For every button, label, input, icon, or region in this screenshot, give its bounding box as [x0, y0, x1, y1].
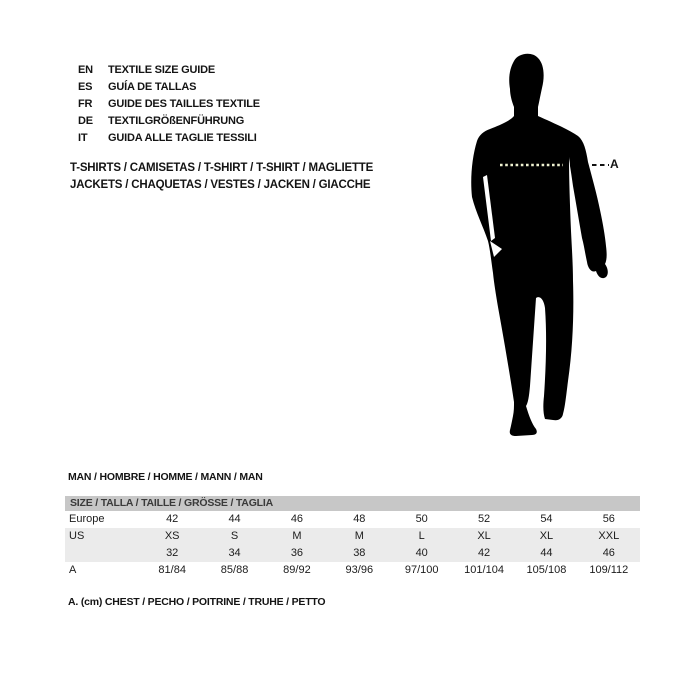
size-table-row-europe — [65, 511, 640, 528]
size-cell: 48 — [353, 513, 366, 525]
language-label: TEXTILE SIZE GUIDE — [108, 64, 216, 76]
man-silhouette-svg — [430, 45, 630, 445]
size-table-header: SIZE / TALLA / TAILLE / GRÖSSE / TAGLIA — [65, 496, 640, 511]
category-tshirts: T-SHIRTS / CAMISETAS / T-SHIRT / T-SHIRT / MAGLIETTE — [70, 162, 374, 174]
size-cell: 38 — [353, 547, 366, 559]
language-label: GUIDE DES TAILLES TEXTILE — [108, 98, 260, 110]
size-cell: 42 — [166, 513, 179, 525]
language-guide — [78, 62, 260, 147]
size-cell: 97/100 — [404, 564, 439, 576]
measurement-label-a: A — [610, 157, 619, 171]
size-cell: 42 — [477, 547, 491, 559]
row-label — [65, 545, 141, 562]
size-cell: 54 — [540, 513, 553, 525]
measurement-footnote: A. (cm) CHEST / PECHO / POITRINE / TRUHE / PETTO — [68, 596, 326, 608]
size-cell: 109/112 — [589, 564, 629, 576]
size-cell: 44 — [228, 513, 241, 525]
language-code: ES — [78, 81, 93, 93]
size-cell: 81/84 — [158, 564, 186, 576]
size-cell: 93/96 — [345, 564, 374, 576]
language-row-en — [78, 62, 260, 79]
size-table-row-chest — [65, 562, 640, 579]
language-code: DE — [78, 115, 93, 127]
language-label: TEXTILGRÖßENFÜHRUNG — [108, 115, 245, 127]
size-cell: XXL — [598, 530, 620, 542]
language-code: FR — [78, 98, 93, 110]
size-cell: M — [292, 530, 302, 542]
size-cell: XL — [477, 530, 491, 542]
size-cell: 85/88 — [220, 564, 249, 576]
language-label: GUÍA DE TALLAS — [108, 81, 197, 93]
language-code: IT — [78, 132, 88, 144]
size-cell: 44 — [540, 547, 553, 559]
language-row-es — [78, 79, 260, 96]
size-cell: 89/92 — [283, 564, 311, 576]
size-cell: 40 — [415, 547, 428, 559]
size-cell: 46 — [290, 513, 304, 525]
size-cell: 50 — [415, 513, 428, 525]
size-cell: XS — [164, 530, 180, 542]
row-label: A — [69, 564, 77, 576]
size-cell: L — [418, 530, 425, 542]
size-cell: 105/108 — [526, 564, 567, 576]
size-cell: 46 — [602, 547, 615, 559]
language-label: GUIDA ALLE TAGLIE TESSILI — [108, 132, 257, 144]
size-cell: 32 — [166, 547, 179, 559]
size-cell: 36 — [290, 547, 304, 559]
size-cell: XL — [539, 530, 554, 542]
section-title-man: MAN / HOMBRE / HOMME / MANN / MAN — [68, 471, 263, 483]
row-label: Europe — [69, 513, 105, 525]
row-label: US — [69, 530, 85, 542]
size-table — [65, 496, 640, 579]
size-cell: 56 — [602, 513, 615, 525]
category-jackets: JACKETS / CHAQUETAS / VESTES / JACKEN / GIACCHE — [70, 179, 371, 191]
size-table-row-us — [65, 528, 640, 545]
size-cell: S — [230, 530, 239, 542]
language-row-it — [78, 130, 260, 147]
man-silhouette — [430, 45, 630, 445]
size-cell: 101/104 — [464, 564, 504, 576]
language-row-de — [78, 113, 260, 130]
size-table-row-numeric — [65, 545, 640, 562]
size-cell: 52 — [477, 513, 491, 525]
size-cell: M — [354, 530, 364, 542]
size-cell: 34 — [228, 547, 241, 559]
language-row-fr — [78, 96, 260, 113]
language-code: EN — [78, 64, 93, 76]
garment-categories — [70, 160, 373, 194]
